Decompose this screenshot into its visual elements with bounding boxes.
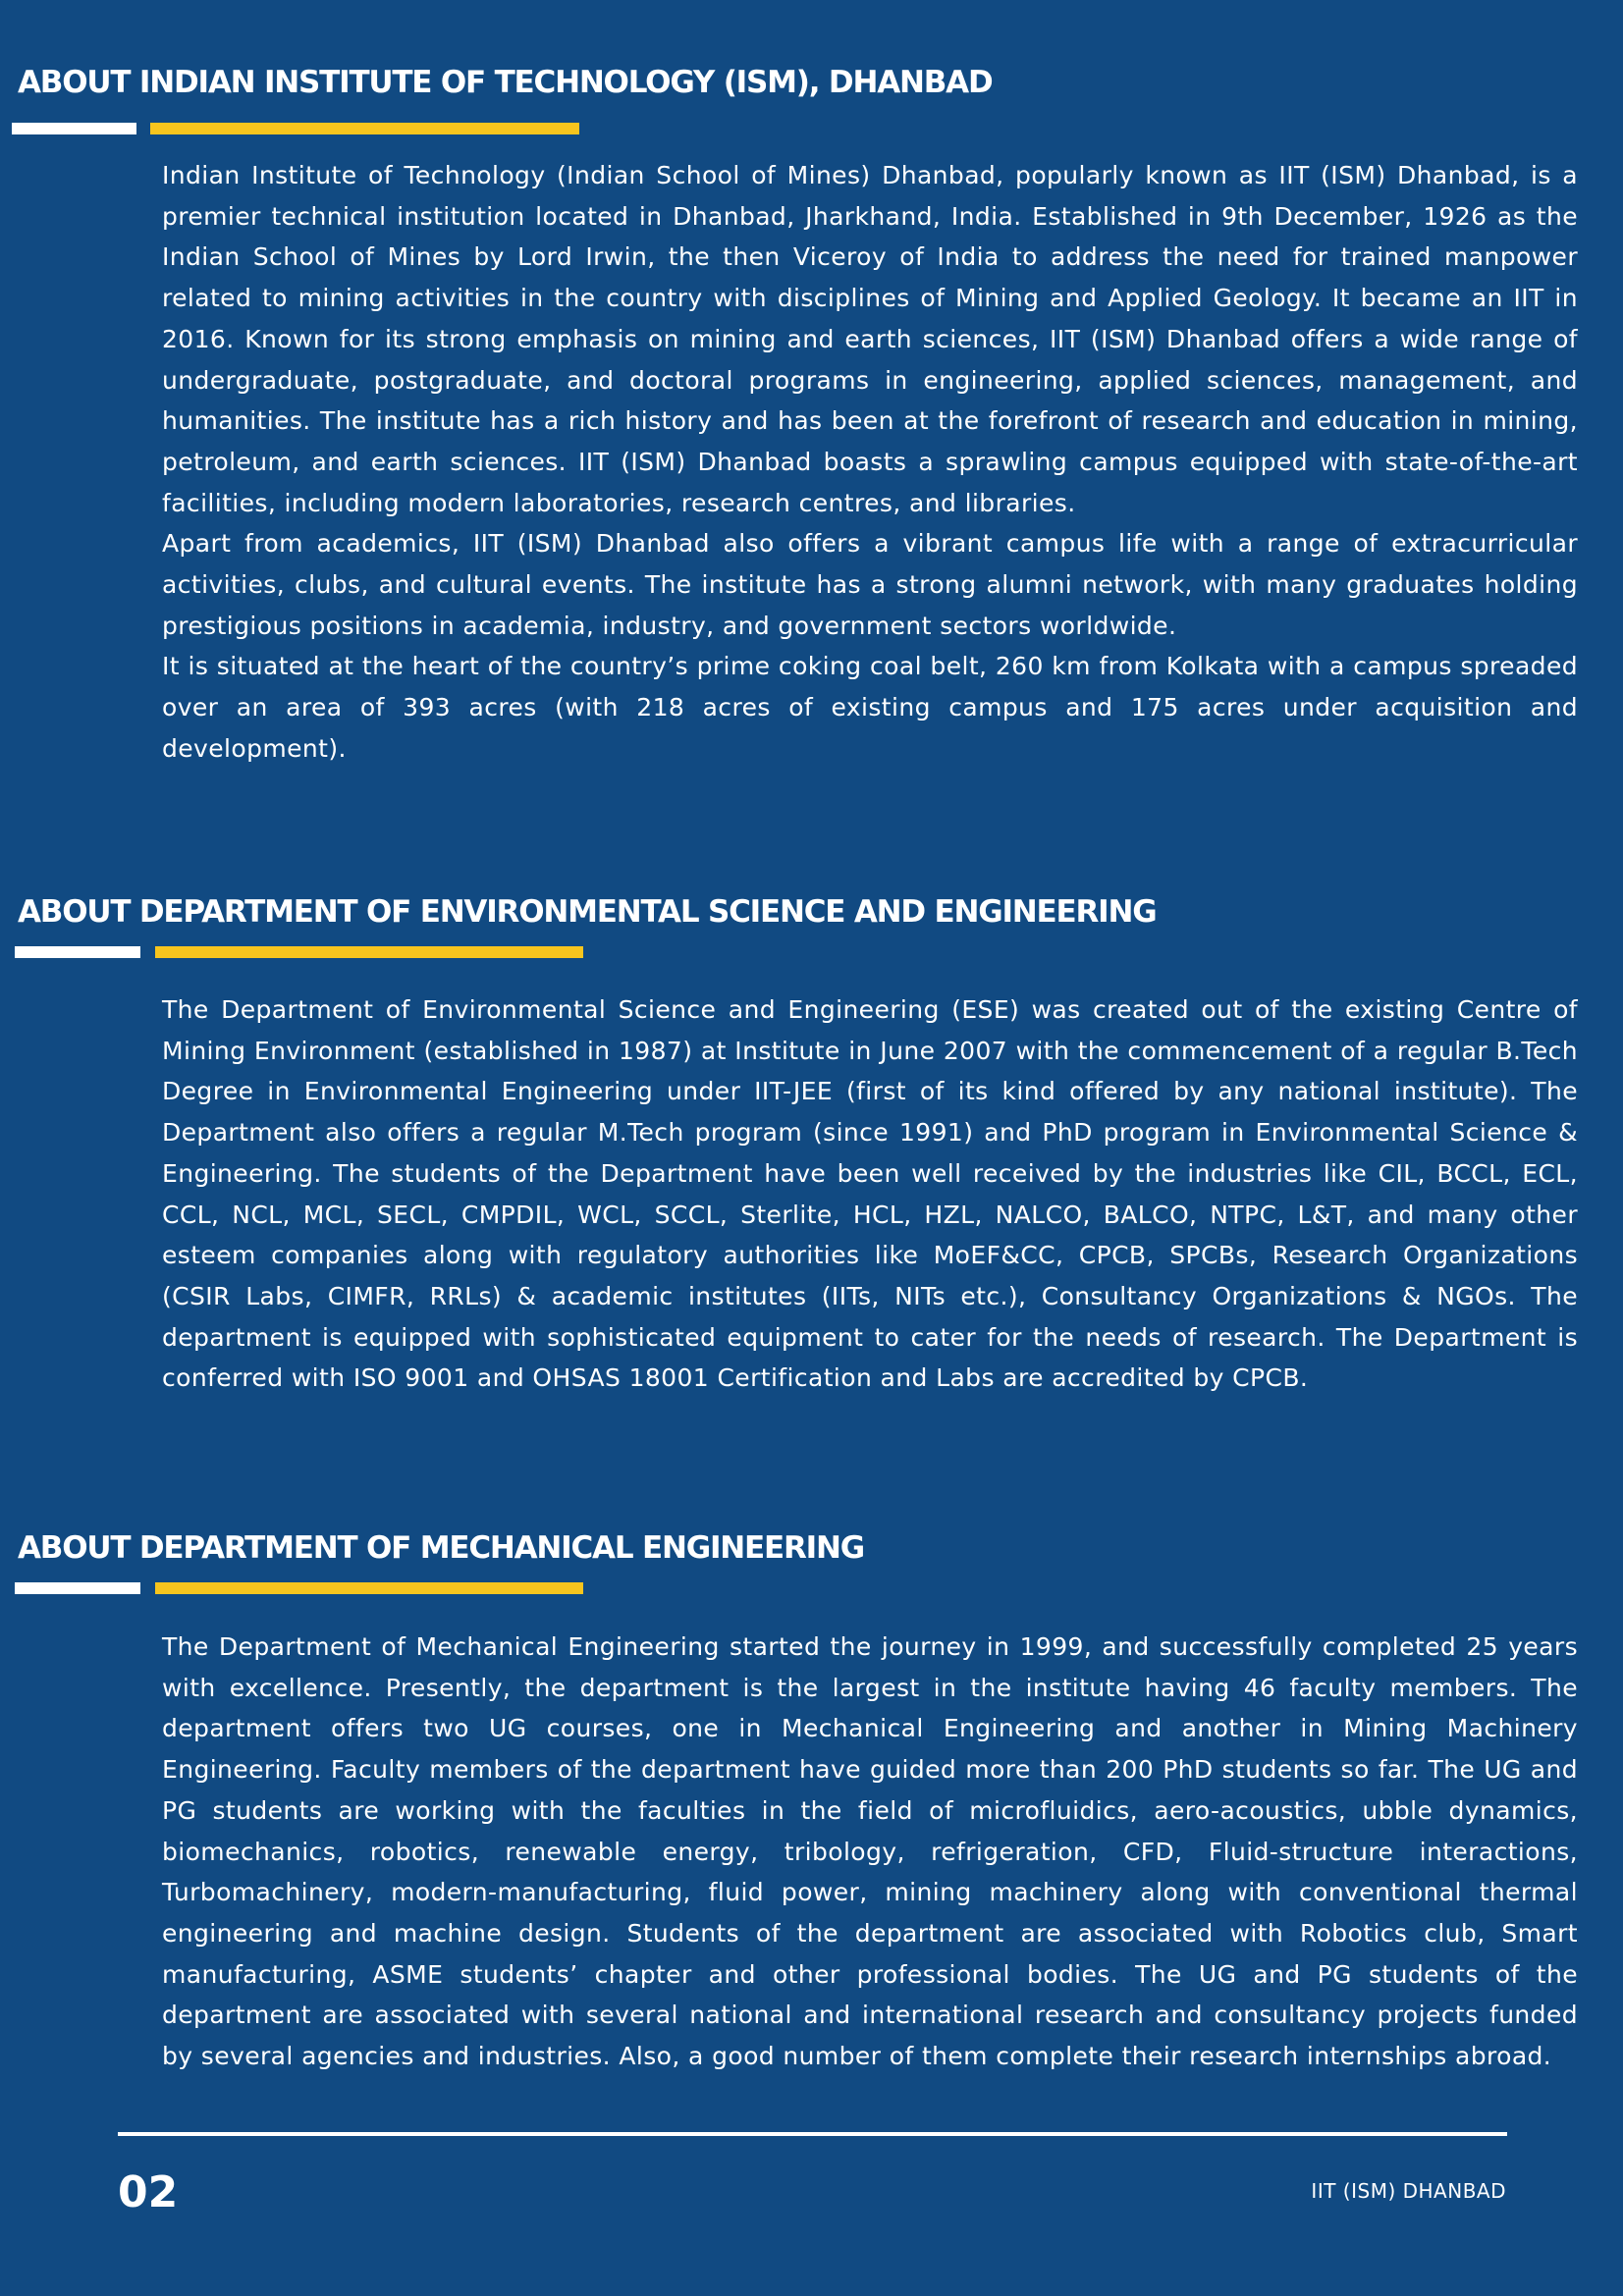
section-body: [162, 155, 1578, 770]
footer-divider: [118, 2132, 1507, 2136]
section-heading: ABOUT DEPARTMENT OF MECHANICAL ENGINEERING: [18, 1530, 864, 1566]
heading-underline-yellow: [155, 1582, 583, 1594]
heading-underline-white: [15, 946, 140, 958]
paragraph: Indian Institute of Technology (Indian School of Mines) Dhanbad, popularly known as IIT (ISM) Dhanbad, is a premier technical institution located in Dhanbad, Jharkhand, India. Established in 9th December, 1926 as the Indian School of Mines by Lord Irwin, the then Viceroy of India to address the need for trained manpower related to mining activities in the country with disciplines of Mining and Applied Geology. It became an IIT in 2016. Known for its strong emphasis on mining and earth sciences, IIT (ISM) Dhanbad offers a wide range of undergraduate, postgraduate, and doctoral programs in engineering, applied sciences, management, and humanities. The institute has a rich history and has been at the forefront of research and education in mining, petroleum, and earth sciences. IIT (ISM) Dhanbad boasts a sprawling campus equipped with state-of-the-art facilities, including modern laboratories, research centres, and libraries.: [162, 161, 1578, 517]
heading-underline-yellow: [155, 946, 583, 958]
paragraph: The Department of Environmental Science and Engineering (ESE) was created out of the existing Centre of Mining Environment (established in 1987) at Institute in June 2007 with the commencement of a regular B.Tech Degree in Environmental Engineering under IIT-JEE (first of its kind offered by any national institute). The Department also offers a regular M.Tech program (since 1991) and PhD program in Environmental Science & Engineering. The students of the Department have been well received by the industries like CIL, BCCL, ECL, CCL, NCL, MCL, SECL, CMPDIL, WCL, SCCL, Sterlite, HCL, HZL, NALCO, BALCO, NTPC, L&T, and many other esteem companies along with regulatory authorities like MoEF&CC, CPCB, SPCBs, Research Organizations (CSIR Labs, CIMFR, RRLs) & academic institutes (IITs, NITs etc.), Consultancy Organizations & NGOs. The department is equipped with sophisticated equipment to cater for the needs of research. The Department is conferred with ISO 9001 and OHSAS 18001 Certification and Labs are accredited by CPCB.: [162, 995, 1578, 1393]
footer-brand: IIT (ISM) DHANBAD: [1311, 2179, 1506, 2203]
heading-underline-white: [12, 123, 136, 134]
section-body: [162, 989, 1578, 1399]
paragraph: It is situated at the heart of the country’s prime coking coal belt, 260 km from Kolkata with a campus spreaded over an area of 393 acres (with 218 acres of existing campus and 175 acres under acquisition and development).: [162, 652, 1578, 763]
heading-underline-white: [15, 1582, 140, 1594]
page-number: 02: [118, 2167, 179, 2217]
paragraph: The Department of Mechanical Engineering started the journey in 1999, and successfully completed 25 years with excellence. Presently, the department is the largest in the institute having 46 faculty members. The department offers two UG courses, one in Mechanical Engineering and another in Mining Machinery Engineering. Faculty members of the department have guided more than 200 PhD students so far. The UG and PG students are working with the faculties in the field of microfluidics, aero-acoustics, ubble dynamics, biomechanics, robotics, renewable energy, tribology, refrigeration, CFD, Fluid-structure interactions, Turbomachinery, modern-manufacturing, fluid power, mining machinery along with conventional thermal engineering and machine design. Students of the department are associated with Robotics club, Smart manufacturing, ASME students’ chapter and other professional bodies. The UG and PG students of the department are associated with several national and international research and consultancy projects funded by several agencies and industries. Also, a good number of them complete their research internships abroad.: [162, 1632, 1578, 2071]
section-body: [162, 1627, 1578, 2077]
section-heading: ABOUT DEPARTMENT OF ENVIRONMENTAL SCIENCE AND ENGINEERING: [18, 894, 1157, 930]
section-heading: ABOUT INDIAN INSTITUTE OF TECHNOLOGY (ISM), DHANBAD: [18, 65, 993, 100]
paragraph: Apart from academics, IIT (ISM) Dhanbad also offers a vibrant campus life with a range of extracurricular activities, clubs, and cultural events. The institute has a strong alumni network, with many graduates holding prestigious positions in academia, industry, and government sectors worldwide.: [162, 529, 1578, 640]
heading-underline-yellow: [150, 123, 579, 134]
